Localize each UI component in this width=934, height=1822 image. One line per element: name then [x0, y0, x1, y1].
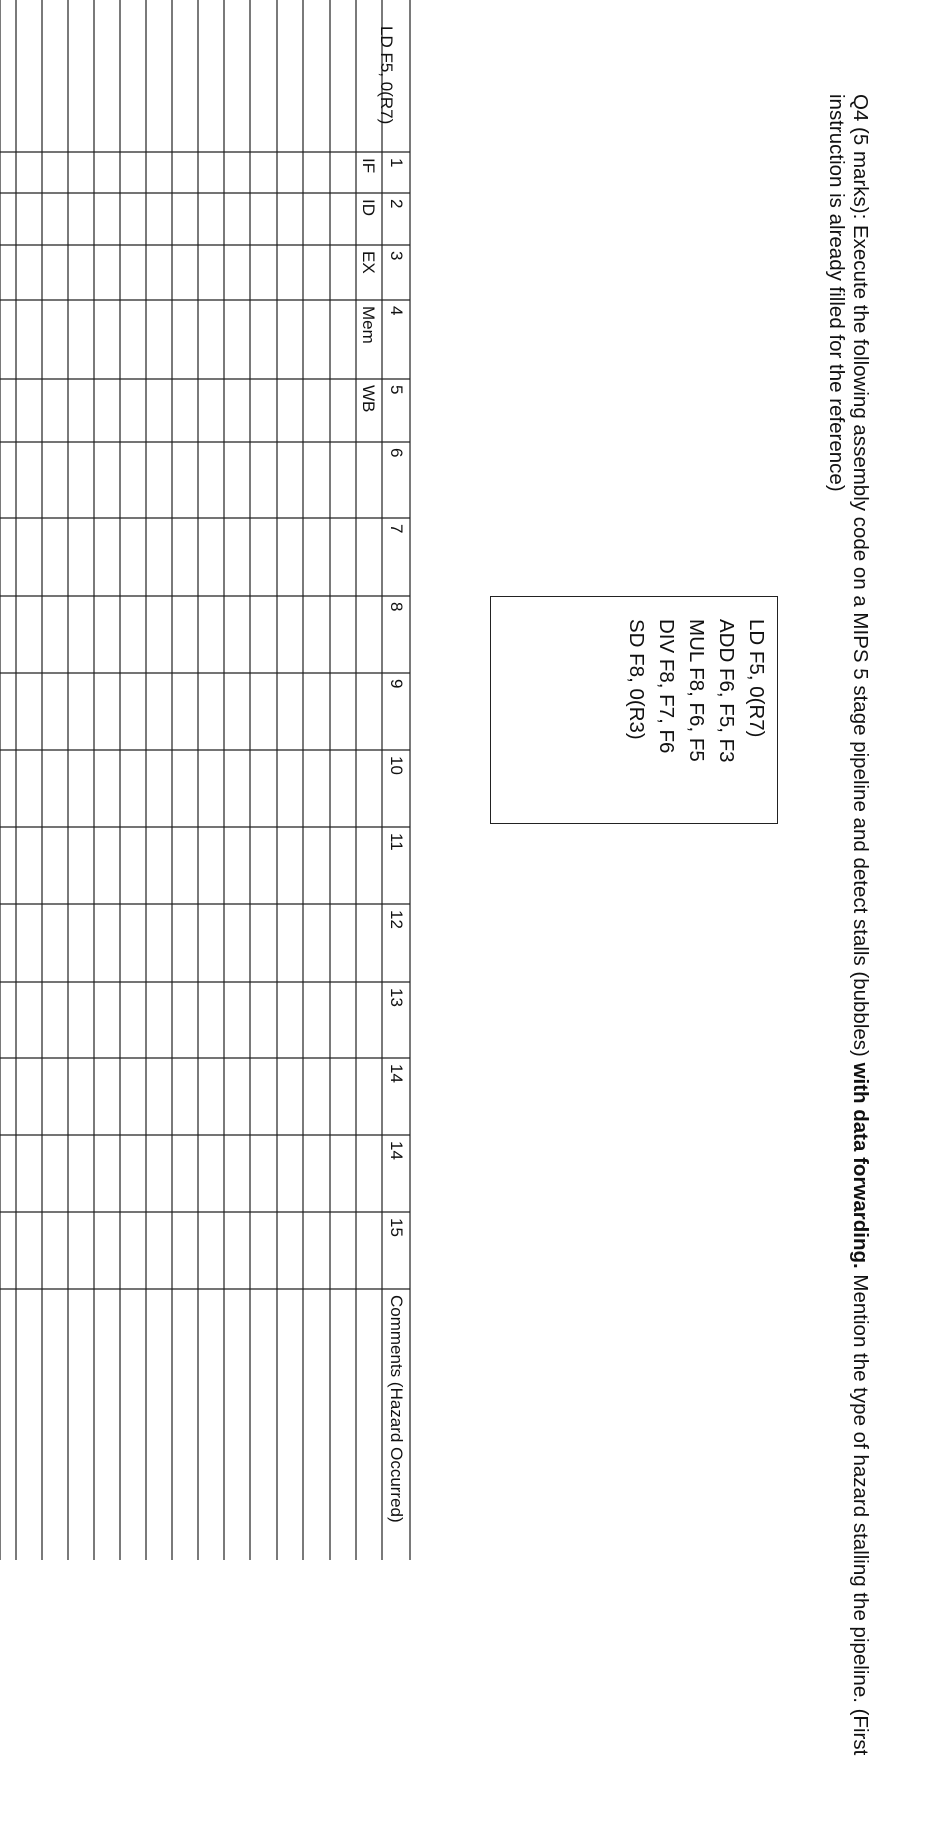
code-line: SD F8, 0(R3)	[625, 619, 648, 740]
comments-header: Comments (Hazard Occurred)	[387, 1295, 406, 1523]
cycle-header: 3	[387, 251, 406, 261]
cycle-header: 1	[387, 158, 406, 168]
pipeline-stage: ID	[359, 199, 378, 216]
cycle-header: 9	[387, 679, 406, 689]
code-line: ADD F6, F5, F3	[715, 619, 738, 763]
cycle-header: 2	[387, 199, 406, 209]
code-line: MUL F8, F6, F5	[685, 619, 708, 762]
cycle-header: 8	[387, 602, 406, 612]
cycle-header: 15	[387, 1218, 406, 1237]
question-bold: with data forwarding.	[849, 1062, 872, 1269]
cycle-header: 6	[387, 448, 406, 458]
cycle-header: 10	[387, 756, 406, 775]
cycle-header: 14	[387, 1064, 406, 1083]
cycle-header: 12	[387, 910, 406, 929]
question-suffix: Mention the type of hazard stalling the pipeline. (First instruction is already filled for the reference)	[825, 94, 872, 1756]
code-line: LD F5, 0(R7)	[745, 619, 768, 738]
cycle-header: 14	[387, 1141, 406, 1160]
cycle-header: 13	[387, 988, 406, 1007]
question-prefix: Q4 (5 marks): Execute the following assembly code on a MIPS 5 stage pipeline and detect stalls (bubbles)	[849, 94, 872, 1063]
pipeline-stage: WB	[359, 385, 378, 413]
first-row-instruction: LD F5, 0(R7)	[377, 26, 396, 125]
code-line: DIV F8, F7, F6	[655, 619, 678, 754]
pipeline-stage: IF	[359, 158, 378, 174]
pipeline-stage: Mem	[359, 306, 378, 344]
cycle-header: 7	[387, 524, 406, 534]
cycle-header: 11	[387, 833, 406, 851]
cycle-header: 5	[387, 385, 406, 395]
pipeline-stage: EX	[359, 251, 378, 274]
cycle-header: 4	[387, 306, 406, 316]
